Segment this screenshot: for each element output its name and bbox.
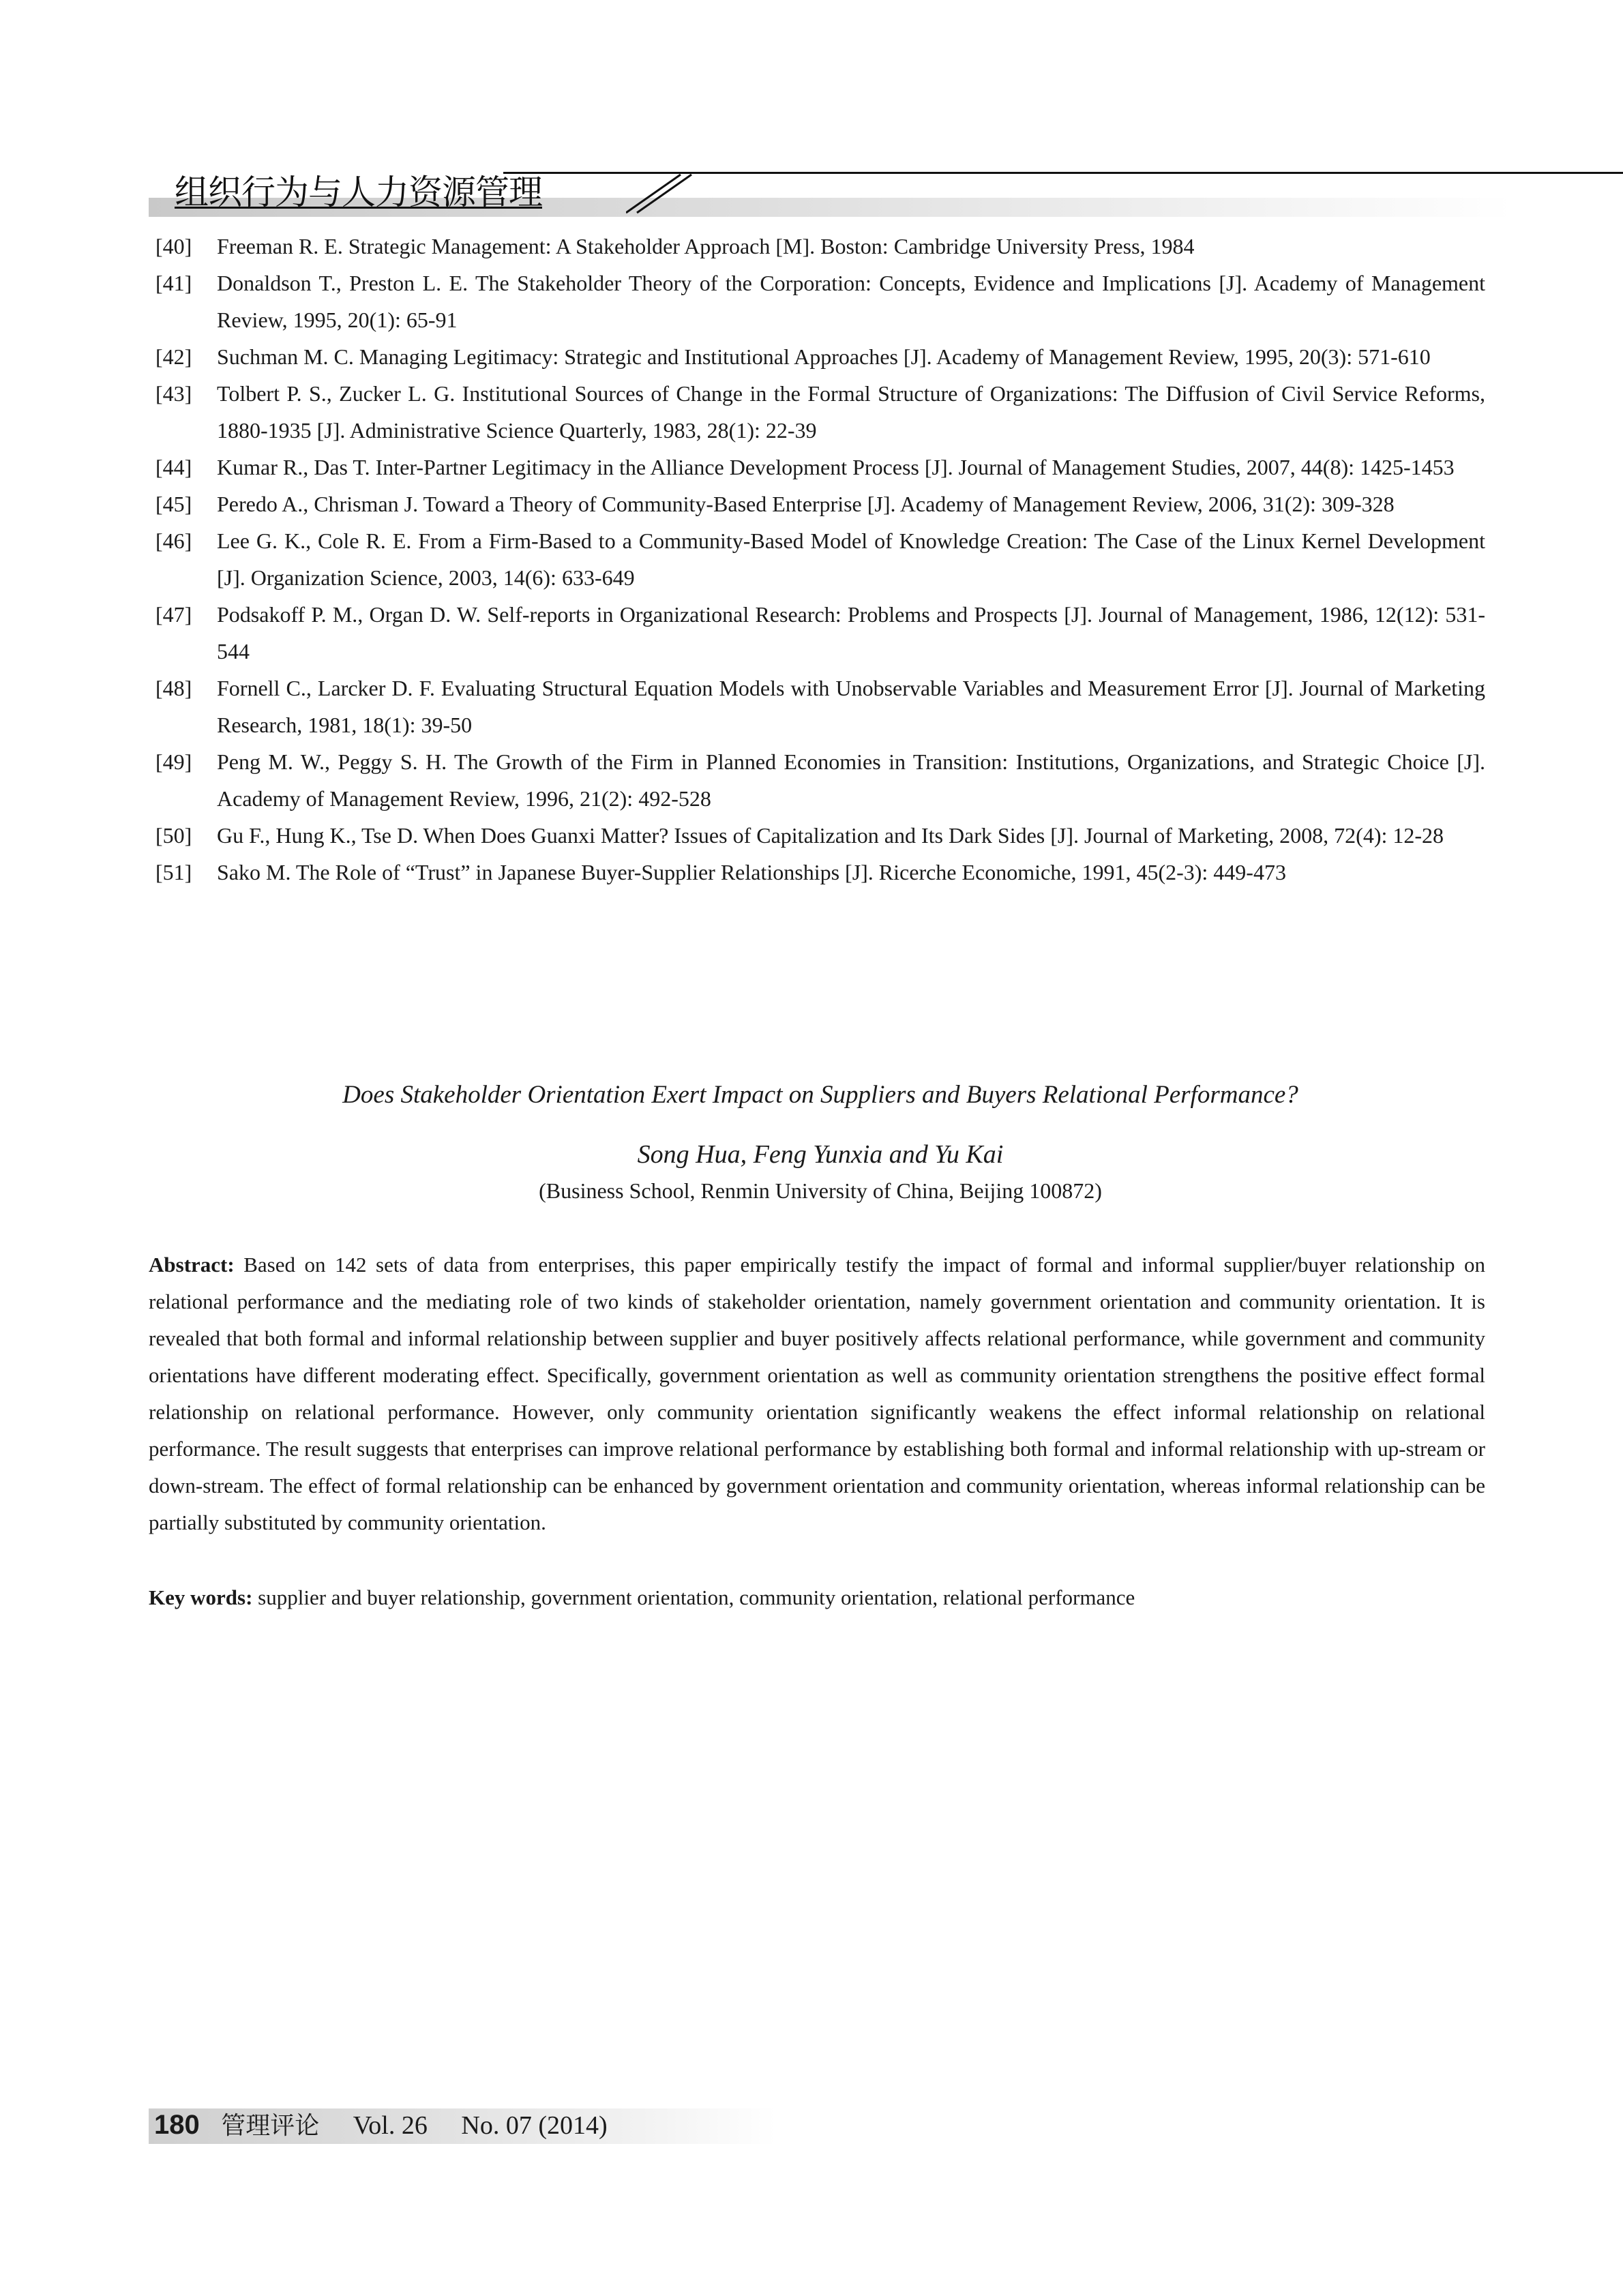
footer-line [154, 2107, 608, 2144]
page-number: 180 [154, 2110, 200, 2140]
reference-text: Peredo A., Chrisman J. Toward a Theory of Community-Based Enterprise [J]. Academy of Management Review, 2006, 31(2): 309-328 [217, 492, 1395, 516]
abstract-text: Based on 142 sets of data from enterprises, this paper empirically testify the impact of formal and informal supplier/buyer relationship on relational performance and the mediating role of two kinds of stakeholder orientation, namely government orientation and community orientation. It is revealed that both formal and informal relationship between supplier and buyer positively affects relational performance, while government and community orientations have different moderating effect. Specifically, government orientation as well as community orientation strengthens the positive effect formal relationship on relational performance. However, only community orientation significantly weakens the effect informal relationship on relational performance. The result suggests that enterprises can improve relational performance by establishing both formal and informal relationship with up-stream or down-stream. The effect of formal relationship can be enhanced by government orientation and community orientation, whereas informal relationship can be partially substituted by community orientation. [149, 1253, 1485, 1534]
reference-number: [42] [155, 344, 192, 369]
english-affiliation: (Business School, Renmin University of China, Beijing 100872) [539, 1178, 1102, 1203]
reference-number: [48] [155, 676, 192, 700]
reference-item [155, 817, 1485, 854]
reference-item [155, 375, 1485, 449]
reference-number: [41] [155, 271, 192, 295]
reference-item [155, 486, 1485, 522]
reference-text: Donaldson T., Preston L. E. The Stakeholder Theory of the Corporation: Concepts, Evidence and Implications [J]. Academy of Management Review, 1995, 20(1): 65-91 [217, 271, 1485, 332]
reference-number: [44] [155, 455, 192, 479]
english-authors: Song Hua, Feng Yunxia and Yu Kai [637, 1140, 1004, 1169]
reference-text: Lee G. K., Cole R. E. From a Firm-Based to a Community-Based Model of Knowledge Creation: The Case of the Linux Kernel Development [J]. Organization Science, 2003, 14(6): 633-649 [217, 528, 1485, 590]
english-keywords [149, 1579, 1485, 1616]
reference-number: [51] [155, 860, 192, 884]
reference-item [155, 228, 1485, 265]
english-title: Does Stakeholder Orientation Exert Impact on Suppliers and Buyers Relational Performance? [342, 1081, 1298, 1109]
reference-number: [47] [155, 602, 192, 627]
reference-number: [46] [155, 528, 192, 553]
reference-item [155, 743, 1485, 817]
keywords-label: Key words: [149, 1585, 253, 1609]
running-header [149, 164, 1478, 218]
issue: No. 07 (2014) [461, 2111, 608, 2140]
reference-number: [45] [155, 492, 192, 516]
reference-item [155, 670, 1485, 743]
reference-text: Sako M. The Role of “Trust” in Japanese Buyer-Supplier Relationships [J]. Ricerche Economiche, 1991, 45(2-3): 449-473 [217, 860, 1286, 884]
reference-text: Peng M. W., Peggy S. H. The Growth of the Firm in Planned Economies in Transition: Institutions, Organizations, and Strategic Choice [J]. Academy of Management Review, 1996, 21(2): 492-528 [217, 749, 1485, 811]
reference-item [155, 522, 1485, 596]
reference-item [155, 449, 1485, 486]
volume: Vol. 26 [353, 2111, 428, 2140]
journal-name: 管理评论 [221, 2112, 320, 2140]
header-slash-decoration [626, 173, 694, 214]
reference-text: Freeman R. E. Strategic Management: A Stakeholder Approach [M]. Boston: Cambridge University Press, 1984 [217, 234, 1195, 258]
reference-number: [40] [155, 234, 192, 258]
reference-list [155, 228, 1485, 891]
reference-item [155, 854, 1485, 891]
english-abstract [149, 1247, 1485, 1541]
reference-item [155, 596, 1485, 670]
reference-text: Tolbert P. S., Zucker L. G. Institutional Sources of Change in the Formal Structure of Organizations: The Diffusion of Civil Service Reforms, 1880-1935 [J]. Administrative Science Quarterly, 1983, 28(1): 22-39 [217, 381, 1485, 443]
reference-text: Fornell C., Larcker D. F. Evaluating Structural Equation Models with Unobservable Variables and Measurement Error [J]. Journal of Marketing Research, 1981, 18(1): 39-50 [217, 676, 1485, 737]
reference-number: [49] [155, 749, 192, 774]
reference-number: [50] [155, 823, 192, 848]
section-title: 组织行为与人力资源管理 [175, 173, 542, 212]
reference-text: Podsakoff P. M., Organ D. W. Self-reports in Organizational Research: Problems and Prospects [J]. Journal of Management, 1986, 12(12): 531-544 [217, 602, 1485, 664]
reference-text: Kumar R., Das T. Inter-Partner Legitimacy in the Alliance Development Process [J]. Journal of Management Studies, 2007, 44(8): 1425-1453 [217, 455, 1455, 479]
abstract-label: Abstract: [149, 1253, 235, 1277]
reference-text: Suchman M. C. Managing Legitimacy: Strategic and Institutional Approaches [J]. Academy of Management Review, 1995, 20(3): 571-610 [217, 344, 1431, 369]
reference-item [155, 265, 1485, 338]
reference-item [155, 338, 1485, 375]
keywords-text: supplier and buyer relationship, government orientation, community orientation, relational performance [258, 1585, 1135, 1609]
page-footer [149, 2102, 831, 2149]
reference-number: [43] [155, 381, 192, 406]
reference-text: Gu F., Hung K., Tse D. When Does Guanxi Matter? Issues of Capitalization and Its Dark Sides [J]. Journal of Marketing, 2008, 72(4): 12-28 [217, 823, 1444, 848]
